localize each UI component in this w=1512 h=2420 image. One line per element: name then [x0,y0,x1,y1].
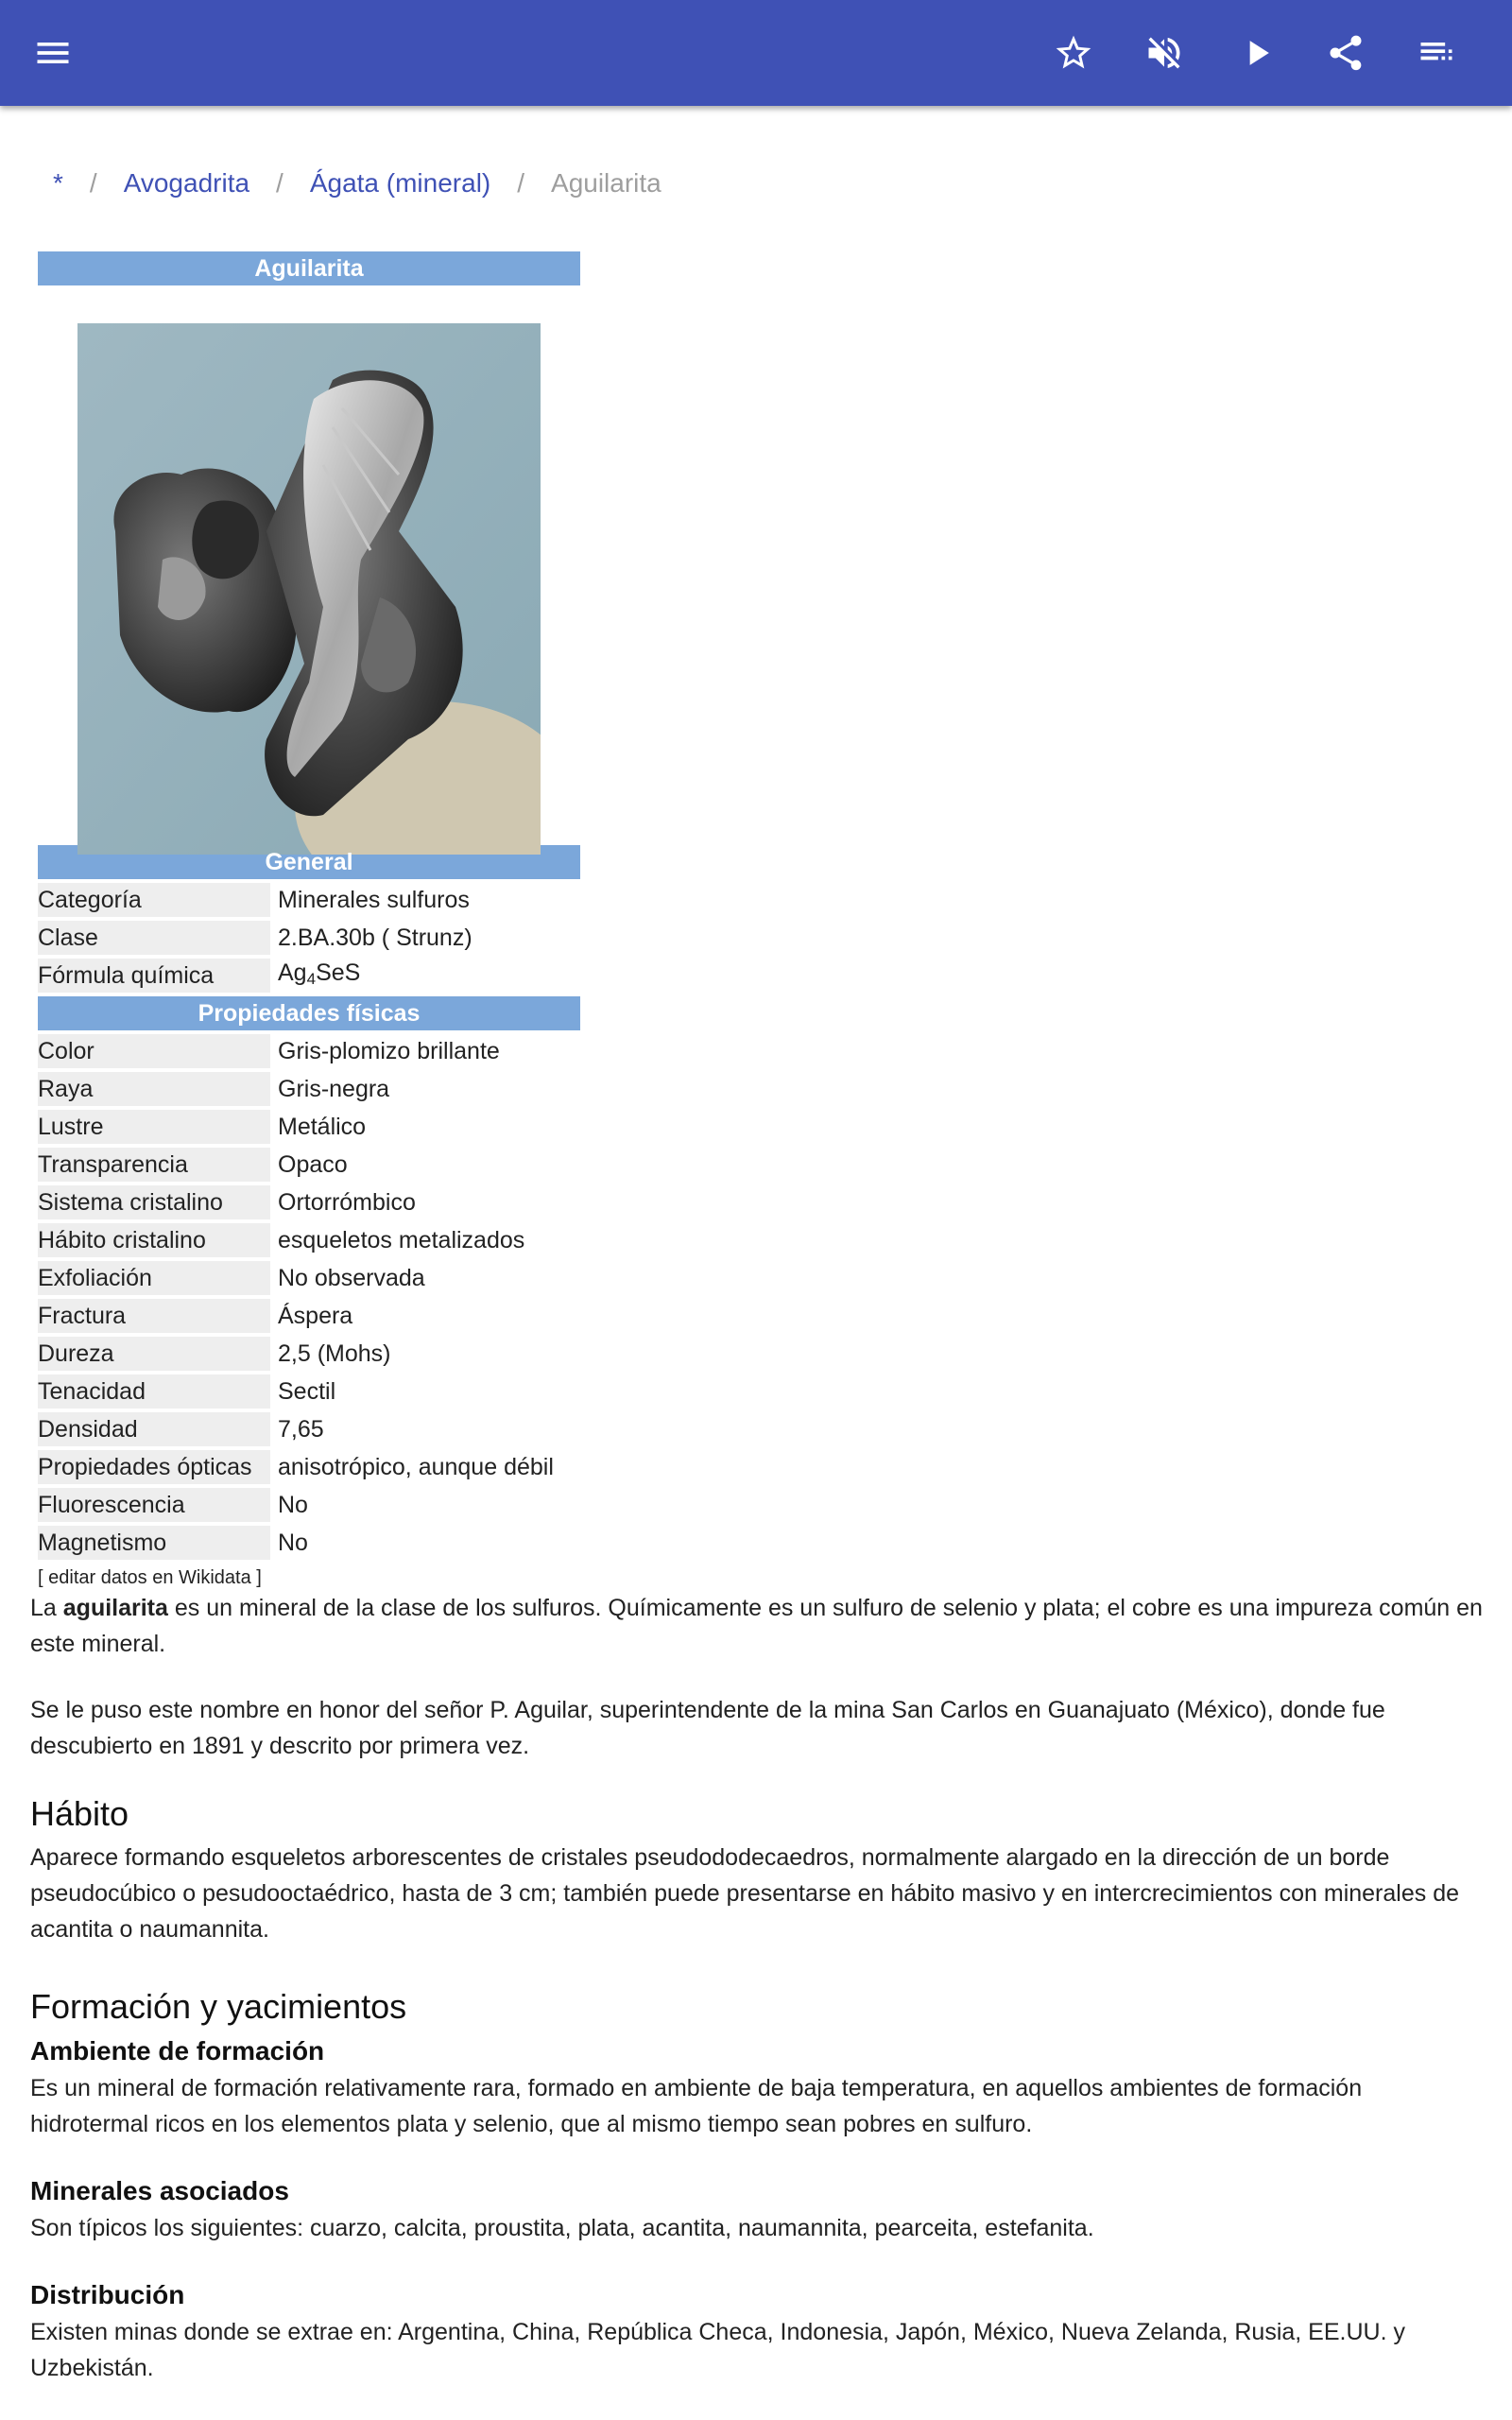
heading-formacion: Formación y yacimientos [30,1987,407,2026]
heading-minerales-asociados: Minerales asociados [30,2176,289,2205]
infobox-label: Fractura [38,1299,270,1333]
infobox-row [38,1032,580,1070]
heading-ambiente: Ambiente de formación [30,2036,325,2066]
breadcrumb-link-avogadrita[interactable]: Avogadrita [123,168,250,198]
chemical-formula [278,956,580,996]
infobox-value: No observada [278,1265,425,1291]
infobox-label: Fórmula química [38,959,270,993]
infobox-value: No [278,1492,308,1518]
article-body [30,1590,1486,2386]
infobox-value: esqueletos metalizados [278,1227,525,1253]
breadcrumb-separator: / [276,168,284,198]
infobox-label: Tenacidad [38,1374,270,1409]
infobox-row [38,1221,580,1259]
infobox-row [38,1373,580,1410]
infobox-label: Exfoliación [38,1261,270,1295]
infobox-row [38,1297,580,1335]
formula-element: Ag [278,959,307,986]
edit-wikidata [38,1567,580,1589]
breadcrumb-separator: / [89,168,97,198]
breadcrumb-separator: / [517,168,525,198]
intro-paragraph [30,1590,1486,1662]
infobox-row [38,1146,580,1184]
mineral-photo[interactable] [38,285,580,843]
ambiente-paragraph: Es un mineral de formación relativamente rara, formado en ambiente de baja temperatura, en aquellos ambientes de formación hidrotermal ricos en los elementos plata y selenio, que al mismo tiempo sean pobres en sulfuro. [30,2075,1363,2137]
infobox-title: Aguilarita [38,251,580,285]
play-icon[interactable] [1230,26,1283,79]
distribucion-paragraph: Existen minas donde se extrae en: Argentina, China, República Checa, Indonesia, Japón, México, Nueva Zelanda, Rusia, EE.UU. y Uzbekistán. [30,2319,1405,2381]
infobox-row [38,1410,580,1448]
infobox-section-physical: Propiedades físicas [38,996,580,1030]
breadcrumb-current: Aguilarita [551,168,662,198]
breadcrumb-home-link[interactable]: * [53,168,63,198]
infobox-value: Gris-plomizo brillante [278,1038,500,1064]
infobox-row [38,957,580,994]
app-bar [0,0,1512,106]
intro-term: aguilarita [62,1595,168,1621]
star-outline-icon[interactable] [1047,26,1100,79]
menu-icon[interactable] [26,26,79,79]
infobox-row [38,1335,580,1373]
infobox-row [38,1524,580,1562]
infobox-value: Gris-negra [278,1076,390,1102]
formula-subscript: 4 [306,969,317,988]
infobox-row [38,1108,580,1146]
infobox-label: Densidad [38,1412,270,1446]
habito-paragraph: Aparece formando esqueletos arborescentes de cristales pseudododecaedros, normalmente alargado en la dirección de un borde pseudocúbico o pesudooctaédrico, hasta de 3 cm; también puede presentarse en hábito masivo y en intercrecimientos con minerales de acantita o naumannita. [30,1844,1459,1943]
volume-off-icon[interactable] [1138,26,1191,79]
share-icon[interactable] [1319,26,1372,79]
infobox-label: Fluorescencia [38,1488,270,1522]
intro-pre: La [30,1595,63,1621]
infobox-label: Transparencia [38,1148,270,1182]
infobox-label: Sistema cristalino [38,1185,270,1219]
infobox-row [38,1070,580,1108]
edit-wikidata-link[interactable]: editar datos en Wikidata [48,1567,251,1588]
infobox-row [38,919,580,957]
infobox-value: Opaco [278,1151,348,1178]
infobox-value: anisotrópico, aunque débil [278,1454,554,1480]
infobox-label: Lustre [38,1110,270,1144]
infobox-value: Metálico [278,1114,367,1140]
edit-bracket-close: ] [250,1567,262,1588]
infobox-value: Ortorrómbico [278,1189,416,1216]
infobox-label: Propiedades ópticas [38,1450,270,1484]
breadcrumb-link-agata[interactable]: Ágata (mineral) [309,168,491,198]
heading-distribucion: Distribución [30,2280,185,2309]
infobox-label: Dureza [38,1337,270,1371]
infobox-row [38,1259,580,1297]
infobox-value: Áspera [278,1303,353,1329]
formula-rest: SeS [316,959,361,986]
infobox-value: 2,5 (Mohs) [278,1340,391,1367]
heading-habito: Hábito [30,1794,129,1833]
infobox-row [38,881,580,919]
infobox-value: 2.BA.30b ( Strunz) [278,925,472,951]
playlist-icon[interactable] [1410,26,1463,79]
infobox-row [38,1448,580,1486]
infobox-label: Raya [38,1072,270,1106]
mineral-infobox [38,251,580,1589]
infobox-section-general: General [38,845,580,879]
infobox-value: 7,65 [278,1416,324,1443]
minerales-asociados-paragraph: Son típicos los siguientes: cuarzo, calcita, proustita, plata, acantita, naumannita, pearceita, estefanita. [30,2215,1094,2241]
infobox-row [38,1486,580,1524]
edit-bracket-open: [ [38,1567,49,1588]
infobox-label: Hábito cristalino [38,1223,270,1257]
infobox-value: No [278,1530,308,1556]
infobox-label: Magnetismo [38,1526,270,1560]
infobox-value[interactable]: Minerales sulfuros [278,887,470,913]
intro-paragraph-2: Se le puso este nombre en honor del señor P. Aguilar, superintendente de la mina San Carlos en Guanajuato (México), donde fue descubierto en 1891 y descrito por primera vez. [30,1697,1385,1759]
infobox-row [38,1184,580,1221]
breadcrumb [53,168,662,199]
intro-post: es un mineral de la clase de los sulfuros. Químicamente es un sulfuro de selenio y plata; el cobre es una impureza común en este mineral. [30,1595,1483,1657]
infobox-label: Categoría [38,883,270,917]
infobox-value: Sectil [278,1378,336,1405]
mineral-image [77,323,541,855]
infobox-label: Clase [38,921,270,955]
infobox-label: Color [38,1034,270,1068]
